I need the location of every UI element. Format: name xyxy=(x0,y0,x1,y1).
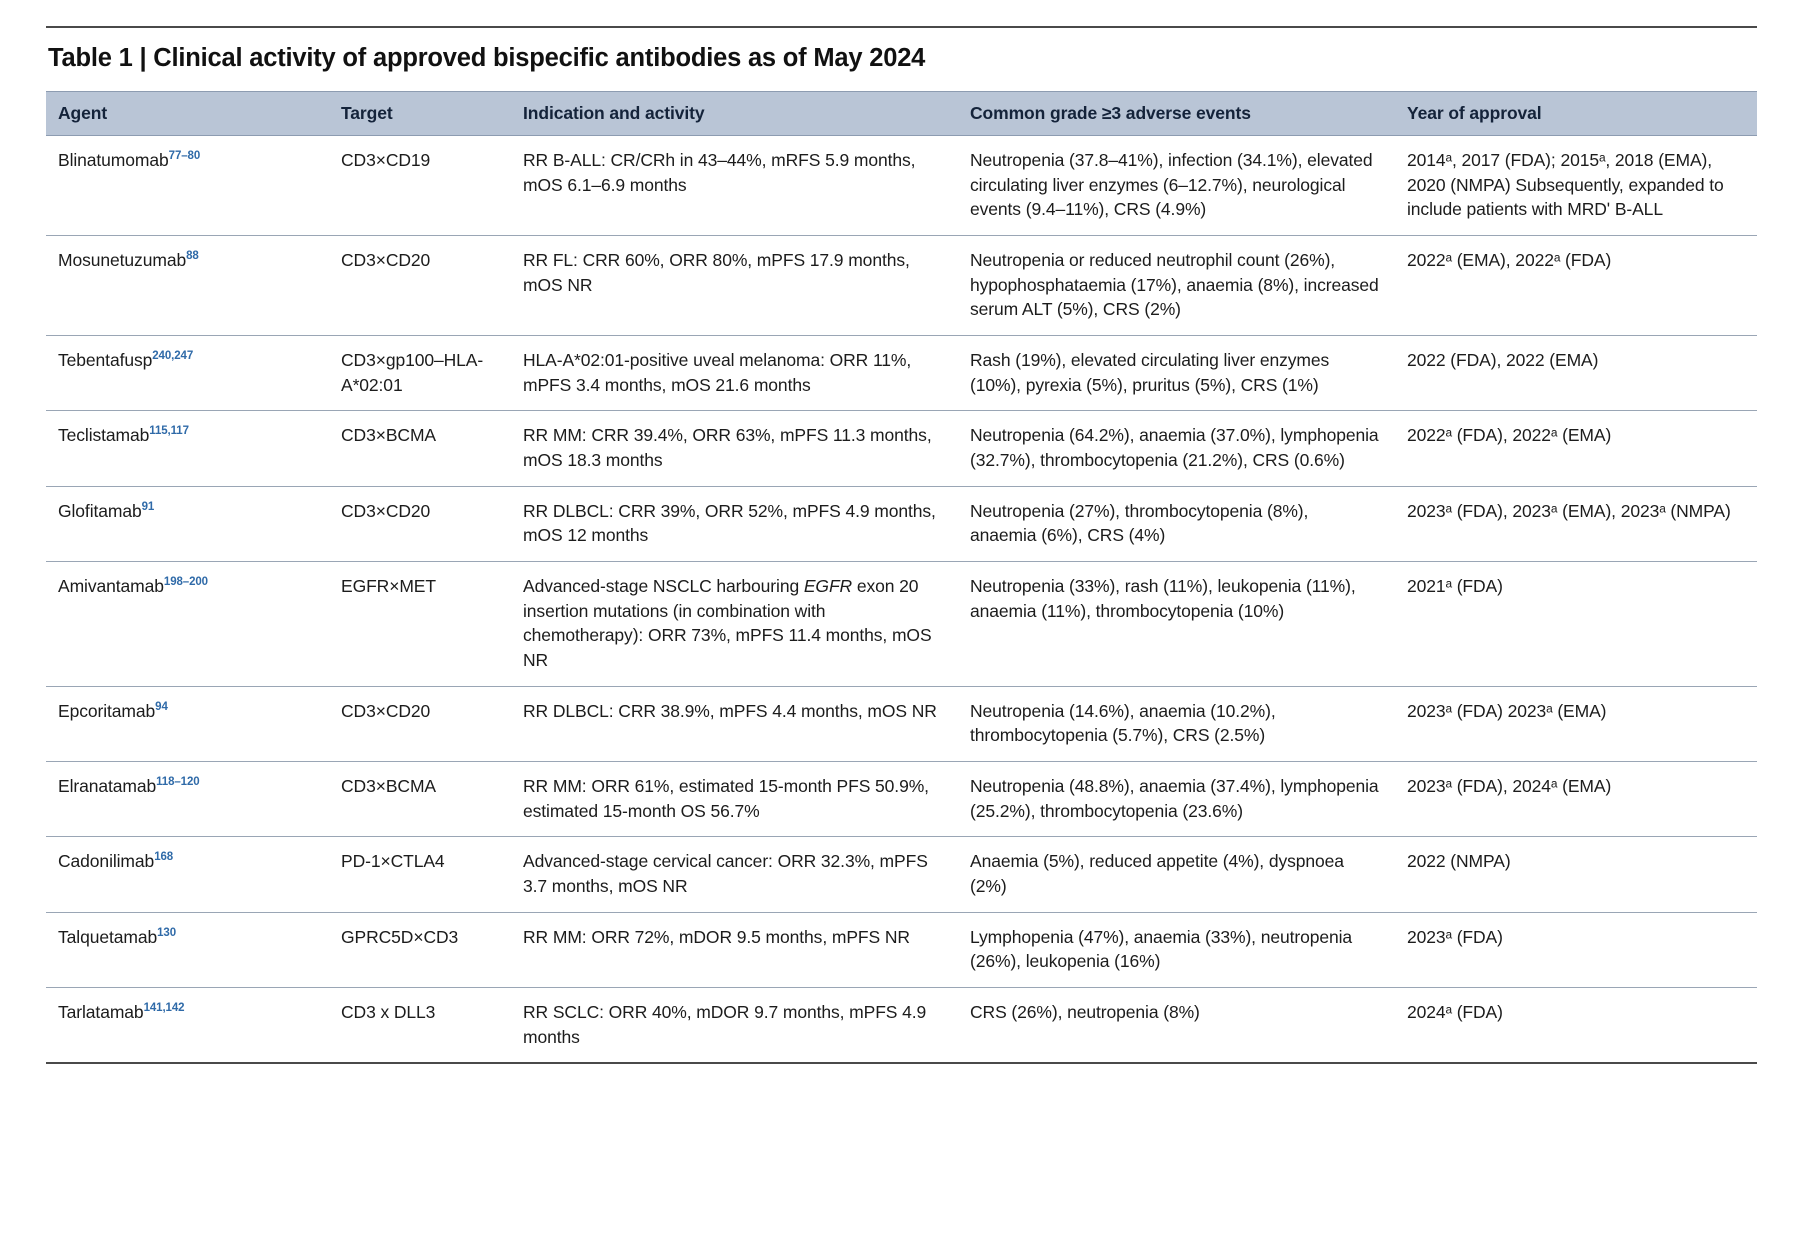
cell-adverse-events: Lymphopenia (47%), anaemia (33%), neutropenia (26%), leukopenia (16%) xyxy=(958,912,1395,987)
cell-target: CD3×CD20 xyxy=(329,486,511,561)
cell-indication: RR SCLC: ORR 40%, mDOR 9.7 months, mPFS 4.9 months xyxy=(511,988,958,1064)
cell-adverse-events: Neutropenia (37.8–41%), infection (34.1%), elevated circulating liver enzymes (6–12.7%), neurological events (9.4–11%), CRS (4.9%) xyxy=(958,136,1395,236)
cell-year-of-approval: 2023ᵃ (FDA), 2024ᵃ (EMA) xyxy=(1395,762,1757,837)
cell-year-of-approval: 2022 (NMPA) xyxy=(1395,837,1757,912)
cell-target: EGFR×MET xyxy=(329,562,511,687)
agent-reference-numbers[interactable]: 88 xyxy=(186,250,199,263)
cell-indication: RR MM: ORR 72%, mDOR 9.5 months, mPFS NR xyxy=(511,912,958,987)
agent-name: Tarlatamab xyxy=(58,1002,144,1023)
table-row xyxy=(46,562,1757,687)
column-header-agent: Agent xyxy=(46,92,329,136)
agent-reference-numbers[interactable]: 118–120 xyxy=(156,776,200,789)
gene-name: EGFR xyxy=(803,576,853,597)
agent-name: Cadonilimab xyxy=(58,851,155,872)
cell-agent xyxy=(46,236,329,336)
cell-year-of-approval: 2014ᵃ, 2017 (FDA); 2015ᵃ, 2018 (EMA), 2020 (NMPA) Subsequently, expanded to include patients with MRDʹ B-ALL xyxy=(1395,136,1757,236)
cell-year-of-approval: 2022 (FDA), 2022 (EMA) xyxy=(1395,336,1757,411)
table-header-row xyxy=(46,92,1757,136)
cell-adverse-events: Neutropenia (14.6%), anaemia (10.2%), thrombocytopenia (5.7%), CRS (2.5%) xyxy=(958,686,1395,761)
cell-target: CD3×CD20 xyxy=(329,236,511,336)
cell-agent xyxy=(46,562,329,687)
table-row xyxy=(46,486,1757,561)
column-header-adverse-events: Common grade ≥3 adverse events xyxy=(958,92,1395,136)
cell-year-of-approval: 2024ᵃ (FDA) xyxy=(1395,988,1757,1064)
agent-reference-numbers[interactable]: 77–80 xyxy=(168,150,201,163)
agent-name: Epcoritamab xyxy=(58,700,156,721)
agent-reference-numbers[interactable]: 115,117 xyxy=(149,425,189,438)
table-row xyxy=(46,136,1757,236)
cell-adverse-events: Neutropenia (33%), rash (11%), leukopenia (11%), anaemia (11%), thrombocytopenia (10%) xyxy=(958,562,1395,687)
agent-name: Blinatumomab xyxy=(58,150,169,170)
column-header-year: Year of approval xyxy=(1395,92,1757,136)
cell-adverse-events: Rash (19%), elevated circulating liver enzymes (10%), pyrexia (5%), pruritus (5%), CRS (1%) xyxy=(958,336,1395,411)
column-header-indication: Indication and activity xyxy=(511,92,958,136)
cell-indication: RR DLBCL: CRR 39%, ORR 52%, mPFS 4.9 months, mOS 12 months xyxy=(511,486,958,561)
cell-adverse-events: Neutropenia (64.2%), anaemia (37.0%), lymphopenia (32.7%), thrombocytopenia (21.2%), CRS (0.6%) xyxy=(958,411,1395,486)
cell-adverse-events: Anaemia (5%), reduced appetite (4%), dyspnoea (2%) xyxy=(958,837,1395,912)
cell-target: CD3×CD19 xyxy=(329,136,511,236)
cell-agent xyxy=(46,762,329,837)
agent-reference-numbers[interactable]: 198–200 xyxy=(163,576,208,589)
agent-name: Elranatamab xyxy=(58,776,157,797)
agent-name: Mosunetuzumab xyxy=(58,250,187,271)
agent-reference-numbers[interactable]: 141,142 xyxy=(143,1002,185,1015)
cell-target: CD3×gp100–HLA-A*02:01 xyxy=(329,336,511,411)
table-body xyxy=(46,136,1757,1064)
table-row xyxy=(46,336,1757,411)
table-row xyxy=(46,686,1757,761)
cell-year-of-approval: 2023ᵃ (FDA) xyxy=(1395,912,1757,987)
cell-indication: RR B-ALL: CR/CRh in 43–44%, mRFS 5.9 months, mOS 6.1–6.9 months xyxy=(511,136,958,236)
table-row xyxy=(46,236,1757,336)
cell-agent xyxy=(46,136,329,236)
cell-adverse-events: Neutropenia (48.8%), anaemia (37.4%), lymphopenia (25.2%), thrombocytopenia (23.6%) xyxy=(958,762,1395,837)
cell-adverse-events: Neutropenia or reduced neutrophil count (26%), hypophosphataemia (17%), anaemia (8%), increased serum ALT (5%), CRS (2%) xyxy=(958,236,1395,336)
cell-indication: RR MM: CRR 39.4%, ORR 63%, mPFS 11.3 months, mOS 18.3 months xyxy=(511,411,958,486)
cell-agent xyxy=(46,912,329,987)
agent-name: Tebentafusp xyxy=(58,350,153,371)
cell-target: CD3×BCMA xyxy=(329,762,511,837)
cell-target: PD-1×CTLA4 xyxy=(329,837,511,912)
cell-indication: RR FL: CRR 60%, ORR 80%, mPFS 17.9 months, mOS NR xyxy=(511,236,958,336)
agent-reference-numbers[interactable]: 130 xyxy=(157,926,176,939)
cell-year-of-approval: 2021ᵃ (FDA) xyxy=(1395,562,1757,687)
column-header-target: Target xyxy=(329,92,511,136)
cell-indication: RR MM: ORR 61%, estimated 15-month PFS 50.9%, estimated 15-month OS 56.7% xyxy=(511,762,958,837)
agent-name: Amivantamab xyxy=(58,576,164,597)
cell-year-of-approval: 2022ᵃ (FDA), 2022ᵃ (EMA) xyxy=(1395,411,1757,486)
cell-indication: RR DLBCL: CRR 38.9%, mPFS 4.4 months, mOS NR xyxy=(511,686,958,761)
cell-target: CD3×BCMA xyxy=(329,411,511,486)
cell-adverse-events: Neutropenia (27%), thrombocytopenia (8%), anaemia (6%), CRS (4%) xyxy=(958,486,1395,561)
cell-agent xyxy=(46,837,329,912)
cell-agent xyxy=(46,336,329,411)
cell-year-of-approval: 2022ᵃ (EMA), 2022ᵃ (FDA) xyxy=(1395,236,1757,336)
cell-year-of-approval: 2023ᵃ (FDA), 2023ᵃ (EMA), 2023ᵃ (NMPA) xyxy=(1395,486,1757,561)
clinical-activity-table xyxy=(46,91,1757,1064)
cell-agent xyxy=(46,486,329,561)
cell-adverse-events: CRS (26%), neutropenia (8%) xyxy=(958,988,1395,1064)
agent-name: Glofitamab xyxy=(58,500,142,521)
table-title: Table 1 | Clinical activity of approved bispecific antibodies as of May 2024 xyxy=(48,44,926,72)
agent-name: Talquetamab xyxy=(58,926,158,947)
agent-reference-numbers[interactable]: 240,247 xyxy=(152,350,194,363)
cell-agent xyxy=(46,686,329,761)
cell-indication: HLA-A*02:01-positive uveal melanoma: ORR 11%, mPFS 3.4 months, mOS 21.6 months xyxy=(511,336,958,411)
table-row xyxy=(46,912,1757,987)
cell-indication: Advanced-stage NSCLC harbouring EGFR exon 20 insertion mutations (in combination with chemotherapy): ORR 73%, mPFS 11.4 months, mOS NR xyxy=(511,562,958,687)
agent-reference-numbers[interactable]: 94 xyxy=(155,700,168,713)
cell-target: CD3 x DLL3 xyxy=(329,988,511,1064)
table-row xyxy=(46,411,1757,486)
agent-name: Teclistamab xyxy=(58,425,150,446)
cell-year-of-approval: 2023ᵃ (FDA) 2023ᵃ (EMA) xyxy=(1395,686,1757,761)
agent-reference-numbers[interactable]: 168 xyxy=(154,851,174,864)
agent-reference-numbers[interactable]: 91 xyxy=(141,500,155,513)
cell-indication: Advanced-stage cervical cancer: ORR 32.3%, mPFS 3.7 months, mOS NR xyxy=(511,837,958,912)
cell-agent xyxy=(46,411,329,486)
cell-target: CD3×CD20 xyxy=(329,686,511,761)
table-row xyxy=(46,762,1757,837)
table-row xyxy=(46,988,1757,1064)
table-row xyxy=(46,837,1757,912)
cell-target: GPRC5D×CD3 xyxy=(329,912,511,987)
cell-agent xyxy=(46,988,329,1064)
